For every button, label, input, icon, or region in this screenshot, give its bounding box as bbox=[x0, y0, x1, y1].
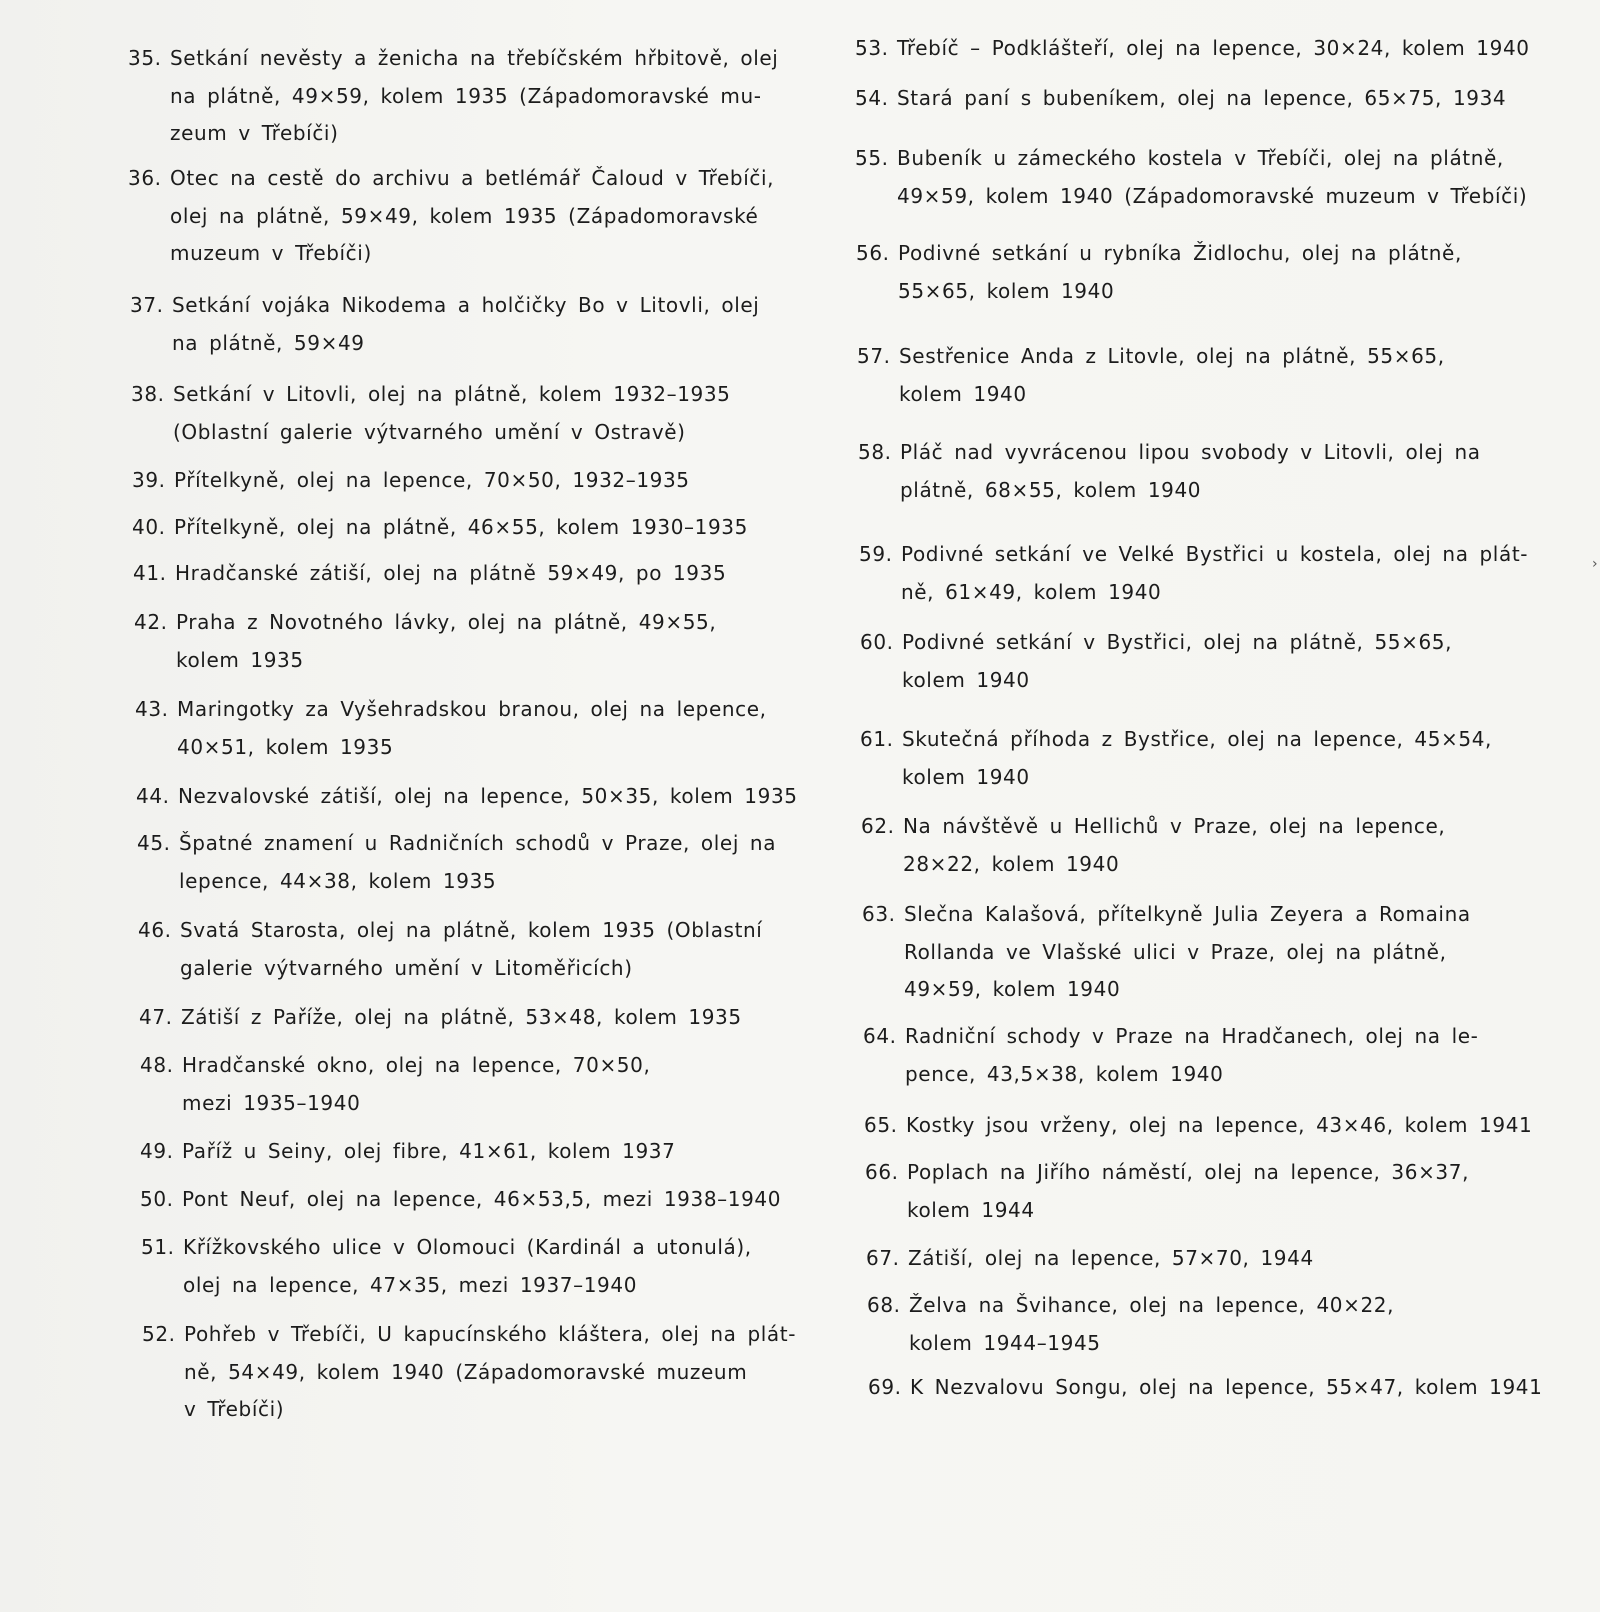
entry-text bbox=[182, 1181, 820, 1219]
entry-text bbox=[899, 338, 1537, 413]
entry-number: 65. bbox=[864, 1113, 898, 1137]
entry-text bbox=[180, 912, 818, 987]
entry-number: 53. bbox=[855, 36, 889, 60]
page-edge-mark: › bbox=[1592, 556, 1598, 572]
entry-number: 62. bbox=[861, 814, 895, 838]
entry-number: 57. bbox=[857, 344, 891, 368]
entry-line: Přítelkyně, olej na plátně, 46×55, kolem 1930–1935 bbox=[174, 515, 748, 539]
entry-line: 49×59, kolem 1940 bbox=[904, 977, 1121, 1001]
catalog-entry bbox=[140, 1181, 820, 1219]
entry-number: 68. bbox=[867, 1293, 901, 1317]
catalog-entry bbox=[868, 1369, 1548, 1407]
entry-number: 44. bbox=[136, 784, 170, 808]
entry-line: K Nezvalovu Songu, olej na lepence, 55×47, kolem 1941 bbox=[910, 1375, 1543, 1399]
entry-line: ně, 54×49, kolem 1940 (Západomoravské muzeum bbox=[184, 1359, 748, 1384]
catalog-entry bbox=[861, 808, 1541, 883]
entry-line: muzeum v Třebíči) bbox=[170, 241, 372, 265]
entry-text bbox=[182, 1047, 820, 1122]
catalog-entry bbox=[864, 1107, 1544, 1145]
entry-text bbox=[909, 1287, 1547, 1362]
entry-line: Setkání nevěsty a ženicha na třebíčském hřbitově, olej bbox=[170, 46, 779, 70]
entry-line: lepence, 44×38, kolem 1935 bbox=[179, 868, 497, 893]
entry-line: plátně, 68×55, kolem 1940 bbox=[900, 477, 1202, 502]
entry-line: olej na lepence, 47×35, mezi 1937–1940 bbox=[183, 1272, 638, 1297]
catalog-entry bbox=[140, 1133, 820, 1171]
entry-number: 64. bbox=[863, 1024, 897, 1048]
entry-line: Podivné setkání u rybníka Židlochu, olej na plátně, bbox=[898, 241, 1462, 265]
entry-text bbox=[897, 80, 1535, 118]
entry-line: Zátiší, olej na lepence, 57×70, 1944 bbox=[908, 1246, 1314, 1270]
entry-text bbox=[903, 808, 1541, 883]
entry-line: Pohřeb v Třebíči, U kapucínského kláštera, olej na plát- bbox=[184, 1322, 797, 1346]
entry-line: Svatá Starosta, olej na plátně, kolem 1935 (Oblastní bbox=[180, 918, 763, 942]
entry-number: 42. bbox=[134, 610, 168, 634]
entry-number: 50. bbox=[140, 1187, 174, 1211]
catalog-entry bbox=[856, 235, 1536, 310]
entry-number: 63. bbox=[862, 902, 896, 926]
entry-text bbox=[904, 896, 1542, 1009]
entry-line: mezi 1935–1940 bbox=[182, 1090, 361, 1115]
entry-line: Kostky jsou vrženy, olej na lepence, 43×46, kolem 1941 bbox=[906, 1113, 1533, 1137]
entry-text bbox=[176, 604, 814, 679]
entry-number: 49. bbox=[140, 1139, 174, 1163]
entry-line: 40×51, kolem 1935 bbox=[177, 734, 394, 759]
catalog-entry bbox=[860, 721, 1540, 796]
entry-line: Radniční schody v Praze na Hradčanech, olej na le- bbox=[905, 1024, 1479, 1048]
entry-number: 41. bbox=[133, 561, 167, 585]
entry-line: na plátně, 59×49 bbox=[172, 330, 365, 355]
entry-line: 28×22, kolem 1940 bbox=[903, 851, 1120, 876]
entry-number: 46. bbox=[138, 918, 172, 942]
entry-line: kolem 1944–1945 bbox=[909, 1330, 1101, 1355]
entry-number: 61. bbox=[860, 727, 894, 751]
entry-number: 60. bbox=[860, 630, 894, 654]
entry-line: Praha z Novotného lávky, olej na plátně, 49×55, bbox=[176, 610, 717, 634]
catalog-entry bbox=[865, 1154, 1545, 1229]
entry-line: Slečna Kalašová, přítelkyně Julia Zeyera a Romaina bbox=[904, 902, 1471, 926]
entry-text bbox=[170, 160, 808, 273]
entry-number: 51. bbox=[141, 1235, 175, 1259]
catalog-entry bbox=[137, 825, 817, 900]
catalog-entry bbox=[855, 140, 1535, 215]
entry-text bbox=[905, 1018, 1543, 1093]
entry-line: na plátně, 49×59, kolem 1935 (Západomoravské mu- bbox=[170, 83, 762, 108]
entry-line: Skutečná příhoda z Bystřice, olej na lepence, 45×54, bbox=[902, 727, 1493, 751]
catalog-entry bbox=[866, 1240, 1546, 1278]
entry-number: 55. bbox=[855, 146, 889, 170]
entry-number: 37. bbox=[130, 293, 164, 317]
entry-line: 55×65, kolem 1940 bbox=[898, 278, 1115, 303]
entry-line: Podivné setkání ve Velké Bystřici u kostela, olej na plát- bbox=[901, 542, 1529, 566]
catalog-entry bbox=[141, 1229, 821, 1304]
catalog-entry bbox=[855, 80, 1535, 118]
entry-line: Podivné setkání v Bystřici, olej na plátně, 55×65, bbox=[902, 630, 1453, 654]
entry-number: 66. bbox=[865, 1160, 899, 1184]
entry-line: zeum v Třebíči) bbox=[170, 121, 339, 145]
entry-line: Sestřenice Anda z Litovle, olej na plátně, 55×65, bbox=[899, 344, 1445, 368]
entry-number: 35. bbox=[128, 46, 162, 70]
catalog-entry bbox=[142, 1316, 822, 1429]
entry-text bbox=[173, 376, 811, 451]
entry-line: Poplach na Jiřího náměstí, olej na lepence, 36×37, bbox=[907, 1160, 1470, 1184]
entry-text bbox=[902, 624, 1540, 699]
entry-text bbox=[901, 536, 1539, 611]
entry-line: Pont Neuf, olej na lepence, 46×53,5, mezi 1938–1940 bbox=[182, 1187, 782, 1211]
catalog-entry bbox=[133, 555, 813, 593]
entry-number: 38. bbox=[131, 382, 165, 406]
entry-text bbox=[897, 140, 1535, 215]
catalog-entry bbox=[130, 287, 810, 362]
catalog-entry bbox=[867, 1287, 1547, 1362]
entry-text bbox=[181, 999, 819, 1037]
entry-number: 54. bbox=[855, 86, 889, 110]
catalog-entry bbox=[860, 624, 1540, 699]
entry-line: Třebíč – Podklášteří, olej na lepence, 30×24, kolem 1940 bbox=[897, 36, 1530, 60]
catalog-entry bbox=[862, 896, 1542, 1009]
entry-text bbox=[900, 434, 1538, 509]
entry-line: Hradčanské zátiší, olej na plátně 59×49, po 1935 bbox=[175, 561, 727, 585]
entry-text bbox=[178, 778, 816, 816]
entry-number: 69. bbox=[868, 1375, 902, 1399]
entry-number: 59. bbox=[859, 542, 893, 566]
catalog-entry bbox=[131, 376, 811, 451]
entry-line: Paříž u Seiny, olej fibre, 41×61, kolem 1937 bbox=[182, 1139, 676, 1163]
entry-text bbox=[174, 509, 812, 547]
entry-line: Přítelkyně, olej na lepence, 70×50, 1932–1935 bbox=[174, 468, 690, 492]
entry-number: 52. bbox=[142, 1322, 176, 1346]
entry-line: kolem 1935 bbox=[176, 647, 304, 672]
entry-line: olej na plátně, 59×49, kolem 1935 (Západomoravské bbox=[170, 203, 759, 228]
entry-line: galerie výtvarného umění v Litoměřicích) bbox=[180, 955, 633, 980]
entry-line: Hradčanské okno, olej na lepence, 70×50, bbox=[182, 1053, 651, 1077]
entry-text bbox=[910, 1369, 1548, 1407]
entry-line: Špatné znamení u Radničních schodů v Praze, olej na bbox=[179, 831, 777, 855]
catalog-entry bbox=[858, 434, 1538, 509]
entry-number: 36. bbox=[128, 166, 162, 190]
catalog-entry bbox=[135, 691, 815, 766]
entry-text bbox=[182, 1133, 820, 1171]
entry-text bbox=[172, 287, 810, 362]
entry-number: 40. bbox=[132, 515, 166, 539]
entry-line: kolem 1940 bbox=[902, 764, 1030, 789]
entry-number: 45. bbox=[137, 831, 171, 855]
entry-number: 47. bbox=[139, 1005, 173, 1029]
entry-line: pence, 43,5×38, kolem 1940 bbox=[905, 1061, 1224, 1086]
entry-line: Bubeník u zámeckého kostela v Třebíči, olej na plátně, bbox=[897, 146, 1504, 170]
entry-line: Křížkovského ulice v Olomouci (Kardinál a utonulá), bbox=[183, 1235, 752, 1259]
catalog-entry bbox=[855, 30, 1535, 68]
catalog-entry bbox=[136, 778, 816, 816]
catalog-entry bbox=[134, 604, 814, 679]
entry-line: kolem 1944 bbox=[907, 1197, 1035, 1222]
catalog-entry bbox=[128, 40, 808, 153]
entry-line: Nezvalovské zátiší, olej na lepence, 50×35, kolem 1935 bbox=[178, 784, 798, 808]
entry-text bbox=[906, 1107, 1544, 1145]
catalog-entry bbox=[863, 1018, 1543, 1093]
entry-text bbox=[179, 825, 817, 900]
entry-text bbox=[177, 691, 815, 766]
entry-text bbox=[183, 1229, 821, 1304]
catalog-entry bbox=[139, 999, 819, 1037]
catalog-entry bbox=[128, 160, 808, 273]
entry-line: Rollanda ve Vlašské ulici v Praze, olej na plátně, bbox=[904, 939, 1447, 964]
catalog-entry bbox=[132, 462, 812, 500]
entry-text bbox=[907, 1154, 1545, 1229]
entry-number: 48. bbox=[140, 1053, 174, 1077]
entry-text bbox=[175, 555, 813, 593]
entry-line: (Oblastní galerie výtvarného umění v Ostravě) bbox=[173, 419, 686, 444]
entry-line: Zátiší z Paříže, olej na plátně, 53×48, kolem 1935 bbox=[181, 1005, 742, 1029]
entry-line: Na návštěvě u Hellichů v Praze, olej na lepence, bbox=[903, 814, 1446, 838]
entry-line: Stará paní s bubeníkem, olej na lepence, 65×75, 1934 bbox=[897, 86, 1507, 110]
catalog-entry bbox=[859, 536, 1539, 611]
entry-line: 49×59, kolem 1940 (Západomoravské muzeum v Třebíči) bbox=[897, 183, 1528, 208]
entry-number: 67. bbox=[866, 1246, 900, 1270]
entry-text bbox=[174, 462, 812, 500]
entry-text bbox=[898, 235, 1536, 310]
entry-text bbox=[902, 721, 1540, 796]
entry-line: Setkání v Litovli, olej na plátně, kolem 1932–1935 bbox=[173, 382, 731, 406]
entry-line: Setkání vojáka Nikodema a holčičky Bo v Litovli, olej bbox=[172, 293, 760, 317]
entry-number: 43. bbox=[135, 697, 169, 721]
entry-line: ně, 61×49, kolem 1940 bbox=[901, 579, 1162, 604]
entry-number: 58. bbox=[858, 440, 892, 464]
entry-line: Želva na Švihance, olej na lepence, 40×22, bbox=[909, 1293, 1395, 1317]
catalog-entry bbox=[138, 912, 818, 987]
catalog-entry bbox=[140, 1047, 820, 1122]
entry-line: Pláč nad vyvrácenou lipou svobody v Litovli, olej na bbox=[900, 440, 1481, 464]
catalog-entry bbox=[132, 509, 812, 547]
entry-text bbox=[897, 30, 1535, 68]
entry-number: 39. bbox=[132, 468, 166, 492]
entry-text bbox=[908, 1240, 1546, 1278]
entry-line: Otec na cestě do archivu a betlémář Čaloud v Třebíči, bbox=[170, 166, 775, 190]
entry-line: Maringotky za Vyšehradskou branou, olej na lepence, bbox=[177, 697, 767, 721]
entry-line: v Třebíči) bbox=[184, 1397, 285, 1421]
catalog-entry bbox=[857, 338, 1537, 413]
entry-text bbox=[170, 40, 808, 153]
entry-line: kolem 1940 bbox=[902, 667, 1030, 692]
entry-line: kolem 1940 bbox=[899, 381, 1027, 406]
entry-number: 56. bbox=[856, 241, 890, 265]
entry-text bbox=[184, 1316, 822, 1429]
